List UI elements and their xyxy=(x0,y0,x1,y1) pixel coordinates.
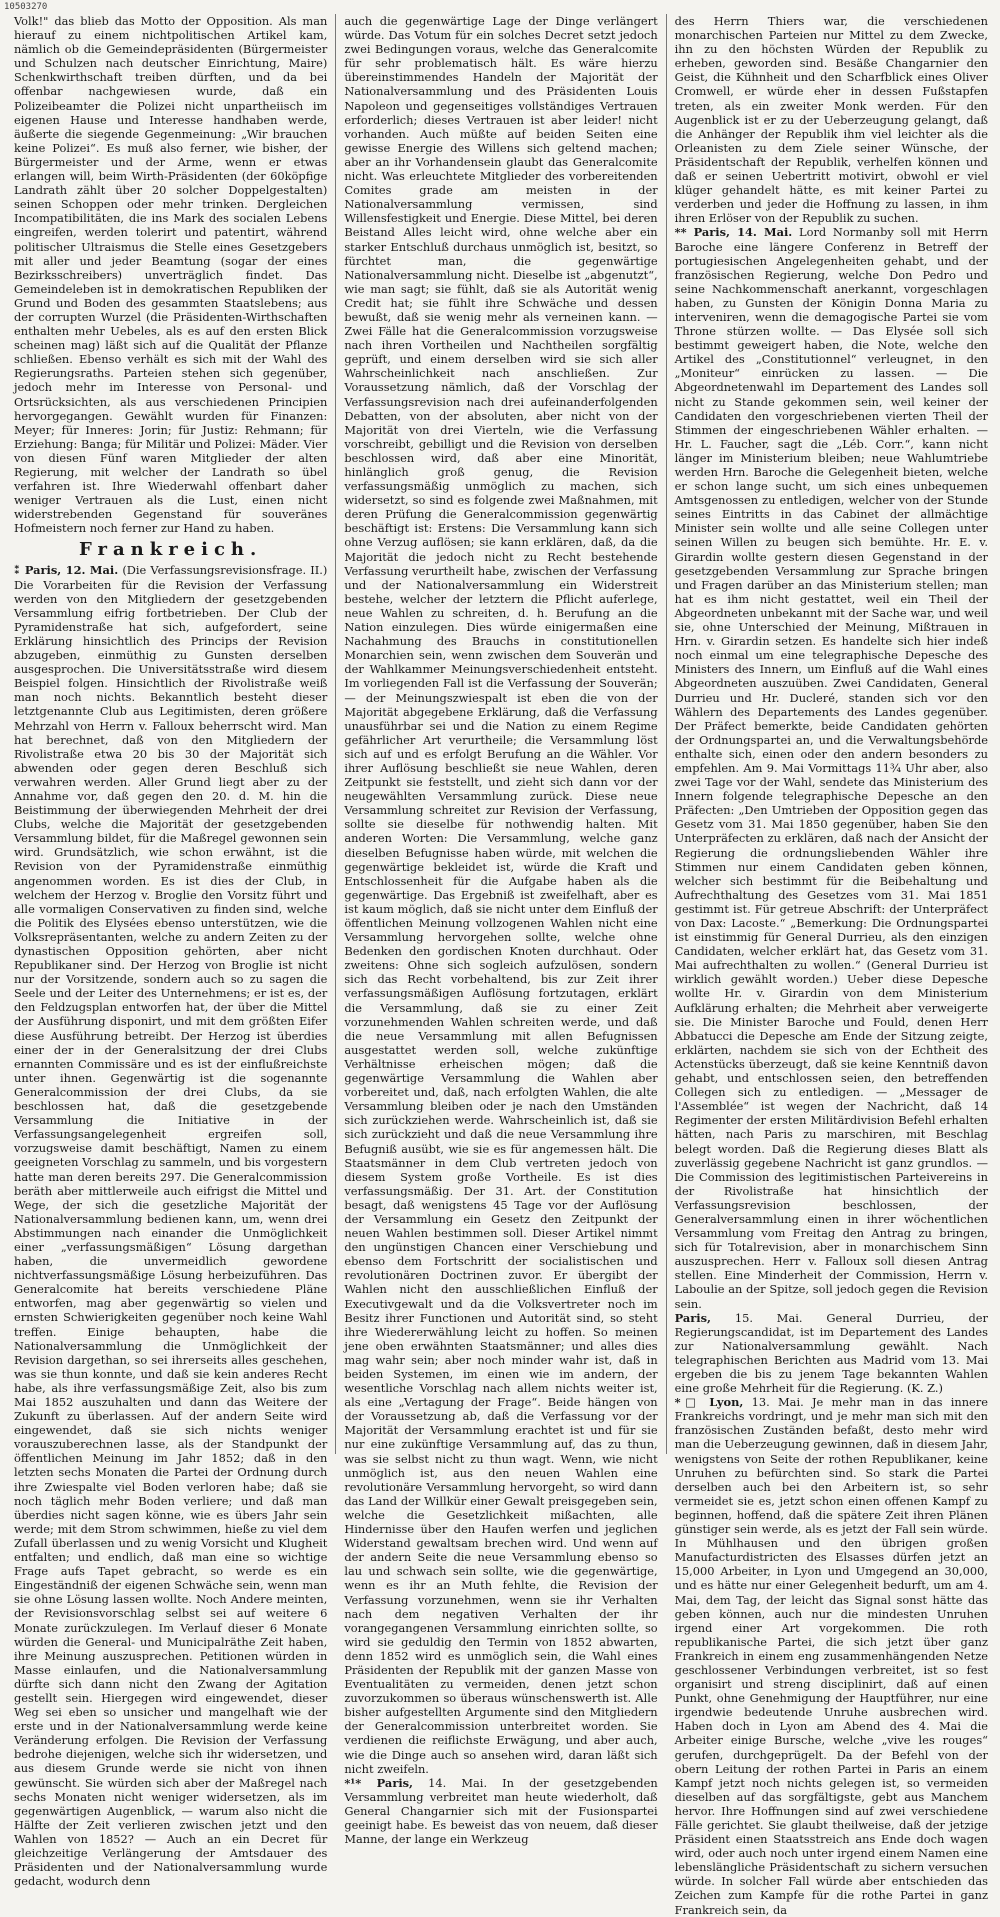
column-2 xyxy=(335,14,665,1847)
dateline: ⁑ Paris, 12. Mai. xyxy=(14,563,119,578)
column-1 xyxy=(6,14,335,1889)
article-paragraph xyxy=(14,14,327,535)
paragraph-text: (Die Verfassungsrevisionsfrage. II.) Die Vorarbeiten für die Revision der Verfassung werden von den Mitgliedern der gesetzgebenden Versammlung eifrig fortbetrieben. Der Club der Pyramidenstraße hat sich, aufgefordert, seine Erklärung hinsichtlich des Princips der Revision abzugeben, einmüthig zu Gunsten derselben ausgesprochen. Die Universitätsstraße wird diesem Beispiel folgen. Hinsichtlich der Rivolistraße weiß man noch nichts. Bekanntlich besteht dieser letztgenannte Club aus Legitimisten, deren größere Mehrzahl von Herrn v. Falloux beherrscht wird. Man hat berechnet, daß von den Mitgliedern der Rivolistraße etwa 20 bis 30 der Majorität sich abwenden oder gegen deren Beschluß sich verwahren werden. Aller Grund liegt aber zu der Annahme vor, daß gegen den 20. d. M. hin die Beistimmung der überwiegenden Mehrheit der drei Clubs, welche die Majorität der gesetzgebenden Versammlung bildet, für die Maßregel gewonnen sein wird. Grundsätzlich, wie schon erwähnt, ist die Revision von der Pyramidenstraße einmüthig angenommen worden. Es ist dies der Club, in welchem der Herzog v. Broglie den Vorsitz führt und alle vormaligen Conservativen zu finden sind, welche die Politik des Elysées ebenso unterstützen, wie die Volksrepräsentanten, welche zu andern Zeiten zu der dynastischen Opposition gehörten, aber nicht Republikaner sind. Der Herzog von Broglie ist nicht nur der Vorsitzende, sondern auch so zu sagen die Seele und der Leiter des Unternehmens; er ist es, der den Feldzugsplan entworfen hat, der über die Mittel der Ausführung disponirt, und mit dem größten Eifer diese Ausführung betreibt. Der Herzog ist überdies einer der in der Generalsitzung der drei Clubs ernannten Commissäre und es ist der einflußreichste unter ihnen. Gegenwärtig ist die sogenannte Generalcommission der drei Clubs, da sie beschlossen hat, daß die gesetzgebende Versammlung die Initiative in der Verfassungsangelegenheit ergreifen soll, vorzugsweise damit beschäftigt, Namen zu einem geeigneten Vorschlag zu sammeln, und bis vorgestern hatte man deren bereits 297. Die Generalcommission beräth aber mittlerweile auch eifrigst die Mittel und Wege, der sich die gesetzliche Majorität der Nationalversammlung bedienen kann, um, wenn drei Abstimmungen nach einander die Unmöglichkeit einer „verfassungsmäßigen“ Lösung dargethan haben, die unvermeidlich gewordene nichtverfassungsmäßige Lösung herbeizuführen. Das Generalcomite hat bereits verschiedene Pläne entworfen, mag aber gegenwärtig so vielen und ernsten Schwierigkeiten gegenüber noch keine Wahl treffen. Einige behaupten, habe die Nationalversammlung die Unmöglichkeit der Revision dargethan, so sei ihrerseits alles geschehen, was sie thun konnte, und daß sie kein anderes Recht habe, als ihre verfassungsmäßige Zeit, also bis zum Mai 1852 auszuhalten und dann das Weitere der Zukunft zu überlassen. Auf der andern Seite wird eingewendet, daß sie sich nichts weniger vorauszuberechnen lasse, als der Standpunkt der öffentlichen Meinung im Jahr 1852; daß in den letzten sechs Monaten die Partei der Ordnung durch ihre Zwiespalte viel Boden verloren habe; daß sie noch täglich mehr Boden verliere; und daß man überdies nicht sagen könne, wie es übers Jahr sein werde; mit dem Strom schwimmen, hieße zu viel dem Zufall überlassen und zu wenig Vorsicht und Klugheit entfalten; und endlich, daß man eine so wichtige Frage aufs Tapet gebracht, so werde es ein Eingeständniß der eigenen Schwäche sein, wenn man sie ohne Lösung lassen wollte. Noch Andere meinten, der Revisionsvorschlag selbst sei auf weitere 6 Monate zurückzulegen. Im Verlauf dieser 6 Monate würden die General- und Municipalräthe Zeit haben, ihre Meinung auszusprechen. Petitionen würden in Masse einlaufen, und die Nationalversammlung dürfte sich dann nicht den Zwang der Agitation gestellt sein. Hiergegen wird eingewendet, dieser Weg sei eben so unsicher und mangelhaft wie der erste und in der Nationalversammlung werde keine Veränderung erfolgen. Die Revision der Verfassung bedrohe diejenigen, welche sich ihr widersetzen, und aus diesem Grunde werde sie nicht von ihnen gewünscht. Sie würden sich aber der Maßregel nach sechs Monaten nicht weniger widersetzen, als im gegenwärtigen Augenblick, — warum also nicht die Hälfte der Zeit verlieren zwischen jetzt und den Wahlen von 1852? — Auch an ein Decret für gleichzeitige Verlängerung der Amtsdauer des Präsidenten und der Nationalversammlung wurde gedacht, wodurch denn xyxy=(14,563,328,1889)
paragraph-text: Volk!" das blieb das Motto der Opposition. Als man hierauf zu einem nichtpolitischen Artikel kam, nämlich ob die Gemeindepräsidenten (Bürgermeister und Schulzen nach deutscher Einrichtung, Maire) Schenkwirthschaft treiben dürften, und da bei offenbar nachgewiesen wurde, daß ein Polizeibeamter die Polizei nicht unpartheiisch im eigenen Hause und Interesse handhaben werde, äußerte die siegende Gegenmeinung: „Wir brauchen keine Polizei“. Es muß also ferner, wie bisher, der Bürgermeister und der Arme, wenn er etwas erlangen will, beim Wirth-Präsidenten (der 60köpfige Landrath zählt über 20 solcher Doppelgestalten) seinen Schoppen oder mehr trinken. Dergleichen Incompatibilitäten, die ins Mark des socialen Lebens eingreifen, werden tolerirt und patentirt, während politischer Ultraismus die Stelle eines Gesetzgebers mit aller und jeder Beamtung (sogar der eines Bezirksschreibers) unverträglich findet. Das Gemeindeleben ist in demokratischen Republiken der Grund und Boden des gesammten Staatslebens; aus der corrupten Wurzel (die Präsidenten-Wirthschaften enthalten mehr Uebeles, als es auf den ersten Blick scheinen mag) läßt sich auf die Qualität der Pflanze schließen. Ebenso verhält es sich mit der Wahl des Regierungsraths. Parteien stehen sich gegenüber, jedoch mehr im Interesse von Personal- und Ortsrücksichten, als aus verschiedenen Principien hervorgegangen. Gewählt wurden für Finanzen: Meyer; für Inneres: Jorin; für Justiz: Rehmann; für Erziehung: Banga; für Militär und Polizei: Mäder. Vier von diesen Fünf waren Mitglieder der alten Regierung, mit welcher der Landrath so übel verfahren ist. Ihre Wiederwahl offenbart daher weniger Vertrauen als die Lust, einen nicht widerstrebenden Gegenstand für souveränes Hofmeistern noch ferner zur Hand zu haben. xyxy=(14,14,328,536)
article-paragraph xyxy=(675,1395,988,1916)
dateline: *□ Lyon, xyxy=(674,1395,744,1410)
paragraph-text: 13. Mai. Je mehr man in das innere Frankreichs vordringt, und je mehr man sich mit den französischen Zuständen befaßt, desto mehr wird man die Ueberzeugung gewinnen, daß in diesem Jahr, wenigstens von Seite der rothen Republikaner, keine Unruhen zu befürchten sind. So stark die Partei derselben auch bei den Arbeitern ist, so sehr vermeidet sie es, jetzt schon einen offenen Kampf zu beginnen, hoffend, daß die spätere Zeit ihren Plänen günstiger sein werde, als es jetzt der Fall sein würde. In Mühlhausen und den übrigen großen Manufacturdistricten des Elsasses dürfen jetzt an 15,000 Arbeiter, in Lyon und Umgegend an 30,000, und es hätte nur einer Gelegenheit bedurft, um am 4. Mai, dem Tag, der leicht das Signal sonst hätte das geben können, auch nur die mindesten Unruhen irgend einer Art vorgekommen. Die roth republikanische Partei, die sich jetzt über ganz Frankreich in einem eng zusammenhängenden Netze geschlossener Verbindungen verbreitet, ist so fest organisirt und streng disciplinirt, daß auf einen Punkt, ohne Genehmigung der Hauptführer, nur eine irgendwie bedeutende Unruhe ausbrechen wird. Haben doch in Lyon am Abend des 4. Mai die Arbeiter einige Bursche, welche „vive les rouges“ gerufen, durchgeprügelt. Da der Befehl von der obern Leitung der rothen Partei in Paris an einem Kampf jetzt noch nichts gelegen ist, so vermeiden dieselben auf das sorgfältigste, gebt aus Manchem hervor. Ihre Hoffnungen sind auf zwei verschiedene Fälle gerichtet. Sie glaubt theilweise, daß der jetzige Präsident einen Staatsstreich ans Ende doch wagen wird, oder auch noch unter irgend einem Namen eine lebenslängliche Präsidentschaft zu sichern versuchen würde. In solcher Fall würde aber entschieden das Zeichen zum Kampfe für die rothe Partei in ganz Frankreich sein, da xyxy=(674,1395,988,1917)
article-paragraph xyxy=(344,1776,657,1846)
paragraph-text: Lord Normanby soll mit Herrn Baroche eine längere Conferenz in Betreff der portugiesischen Angelegenheiten gehabt, und der französischen Regierung, welche Don Pedro und seine Nachkommenschaft anerkannt, vorgeschlagen haben, zu Gunsten der Königin Donna Maria zu interveniren, wenn die demagogische Partei sie vom Throne stürzen wollte. — Das Elysée soll sich bestimmt geweigert haben, die Note, welche den Artikel des „Constitutionnel“ verleugnet, in den „Moniteur“ einrücken zu lassen. — Die Abgeordnetenwahl im Departement des Landes soll nicht zu Stande gekommen sein, weil keiner der Candidaten den vorgeschriebenen vierten Theil der Stimmen der eingeschriebenen Wähler erhalten. — Hr. L. Faucher, sagt die „Léb. Corr.“, kann nicht länger im Ministerium bleiben; neue Wahlumtriebe werden Hrn. Baroche die Gelegenheit bieten, welche er schon lange sucht, um sich eines unbequemen Amtsgenossen zu entledigen, welcher von der Stunde seines Eintritts in das Cabinet der allmächtige Minister sein wollte und alle seine Collegen unter seinen Willen zu beugen sich bemühte. Hr. E. v. Girardin wollte gestern diesen Gegenstand in der gesetzgebenden Versammlung zur Sprache bringen und Fragen darüber an das Ministerium stellen; man hat es ihm nicht gestattet, weil ein Theil der Abgeordneten unbekannt mit der Sache war, und weil sie, ohne Unterschied der Meinung, Mißtrauen in Hrn. v. Girardin setzen. Es handelte sich hier indeß noch einmal um eine telegraphische Depesche des Ministers des Innern, um Einfluß auf die Wahl eines Abgeordneten auszuüben. Zwei Candidaten, General Durrieu und Hr. Ducleré, standen sich vor den Wählern des Departements des Landes gegenüber. Der Präfect bemerkte, beide Candidaten gehörten der Ordnungspartei an, und die Verwaltungsbehörde enthalte sich, einen oder den andern besonders zu empfehlen. Am 9. Mai Vormittags 11¾ Uhr aber, also zwei Tage vor der Wahl, sendete das Ministerium des Innern folgende telegraphische Depesche an den Präfecten: „Den Umtrieben der Opposition gegen das Gesetz vom 31. Mai 1850 gegenüber, haben Sie den Unterpräfecten zu erklären, daß nach der Ansicht der Regierung die ordnungsliebenden Wähler ihre Stimmen nur einem Candidaten geben können, welcher sich bestimmt für die Beibehaltung und Aufrechthaltung des Gesetzes vom 31. Mai 1851 gestimmt ist. Für getreue Abschrift: der Unterpräfect von Dax: Lacoste.“ „Bemerkung: Die Ordnungspartei ist einstimmig für General Durrieu, als den einzigen Candidaten, welcher erklärt hat, das Gesetz vom 31. Mai aufrechthalten zu wollen.“ (General Durrieu ist wirklich gewählt worden.) Ueber diese Depesche wollte Hr. v. Girardin von dem Ministerium Aufklärung erhalten; die Mehrheit aber verweigerte sie. Die Minister Baroche und Fould, denen Herr Abbatucci die Depesche am Ende der Sitzung zeigte, erklärten, nachdem sie sich von der Echtheit des Actenstücks überzeugt, daß sie keine Kenntniß davon gehabt, und entschlossen seien, den betreffenden Collegen sich zu entledigen. — „Messager de l'Assemblée“ ist wegen der Nachricht, daß 14 Regimenter der ersten Militärdivision Befehl erhalten hätten, nach Paris zu marschiren, mit Beschlag belegt worden. Daß die Regierung dieses Blatt als zuverlässig gegebene Nachricht ist ganz grundlos. — Die Commission des legitimistischen Parteivereins in der Rivolistraße hat hinsichtlich der Verfassungsrevision beschlossen, der Generalversammlung einen in ihrer wöchentlichen Versammlung vom Freitag den Antrag zu bringen, sich für Totalrevision, aber in monarchischem Sinn auszusprechen. Herr v. Falloux soll diesen Antrag stellen. Eine Minderheit der Commission, Herrn v. Laboulie an der Spitze, soll jedoch gegen die Revision sein. xyxy=(674,225,988,1311)
paragraph-text: 15. Mai. General Durrieu, der Regierungscandidat, ist im Departement des Landes zur Nationalversammlung gewählt. Nach telegraphischen Berichten aus Madrid vom 13. Mai ergeben die bis zu jenem Tage bekannten Wahlen eine große Mehrheit für die Regierung. (K. Z.) xyxy=(674,1310,988,1396)
article-paragraph xyxy=(675,14,988,225)
paragraph-text: 14. Mai. In der gesetzgebenden Versammlung verbreitet man heute wiederholt, daß General Changarnier sich mit der Fusionspartei geeinigt habe. Es beweist das von neuem, daß dieser Manne, der lange ein Werkzeug xyxy=(344,1775,658,1847)
article-paragraph xyxy=(675,1311,988,1396)
page-id: 10503270 xyxy=(4,2,48,12)
section-title: Frankreich. xyxy=(79,539,263,561)
article-paragraph xyxy=(14,563,327,1888)
article-paragraph xyxy=(675,225,988,1310)
column-3 xyxy=(666,14,996,1917)
dateline: ** Paris, 14. Mai. xyxy=(674,225,793,240)
columns xyxy=(6,14,996,1917)
article-paragraph xyxy=(344,14,657,1776)
paragraph-text: auch die gegenwärtige Lage der Dinge verlängert würde. Das Votum für ein solches Decret setzt jedoch zwei Bedingungen voraus, welche das Generalcomite für sehr problematisch hält. Es wäre hierzu übereinstimmendes Handeln der Majorität der Nationalversammlung und des Präsidenten Louis Napoleon und gegenseitiges vollständiges Vertrauen erforderlich; dieses Vertrauen ist aber leider! nicht vorhanden. Auch müßte auf beiden Seiten eine gewisse Energie des Willens sich geltend machen; aber an ihr Vorhandensein glaubt das Generalcomite nicht. Was erleuchtete Mitglieder des vorbereitenden Comites grade am meisten in der Nationalversammlung vermissen, sind Willensfestigkeit und Energie. Diese Mittel, bei deren Beistand Alles leicht wird, ohne welche aber ein starker Entschluß durchaus unmöglich ist, besitzt, so fürchtet man, die gegenwärtige Nationalversammlung nicht. Dieselbe ist „abgenutzt“, wie man sagt; sie fühlt, daß sie als Autorität wenig Credit hat; sie fühlt ihre Schwäche und dessen bewußt, daß sie wenig mehr als verneinen kann. — Zwei Fälle hat die Generalcommission vorzugsweise nach ihren Vortheilen und Nachtheilen sorgfältig geprüft, und einem derselben wird sie sich aller Wahrscheinlichkeit nach anschließen. Zur Voraussetzung nämlich, daß der Vorschlag der Verfassungsrevision nach drei aufeinanderfolgenden Debatten, von der absoluten, aber nicht von der Majorität von drei Vierteln, wie die Verfassung vorschreibt, gebilligt und die Revision von derselben beschlossen wird, daß aber eine Minorität, hinlänglich groß genug, die Revision verfassungsmäßig unmöglich zu machen, sich widersetzt, so sind es folgende zwei Maßnahmen, mit deren Prüfung die Generalcommission gegenwärtig beschäftigt ist: Erstens: Die Versammlung kann sich ohne Verzug auflösen; sie kann erklären, daß, da die Majorität die jedoch nicht zu Recht bestehende Verfassung verurtheilt habe, zwischen der Verfassung und der Nationalversammlung ein Widerstreit bestehe, welcher der letztern die Pflicht auferlege, neue Wahlen zu schreiten, d. h. Berufung an die Nation einzulegen. Dies würde einigermaßen eine Nachahmung des Brauchs in constitutionellen Monarchien sein, wenn zwischen dem Souverän und der Wahlkammer Meinungsverschiedenheit entsteht. Im vorliegenden Fall ist die Verfassung der Souverän; — der Meinungszwiespalt ist eben die von der Majorität abgegebene Erklärung, daß die Verfassung unausführbar sei und die Nation zu einem Regime gefährlicher Art verurtheile; die Versammlung löst sich auf und es erfolgt Berufung an die Wähler. Vor ihrer Auflösung beschließt sie neue Wahlen, deren Zeitpunkt sie feststellt, und zieht sich dann vor der neugewählten Versammlung zurück. Diese neue Versammlung schreitet zur Revision der Verfassung, sollte sie dieselbe für nothwendig halten. Mit anderen Worten: Die Versammlung, welche ganz dieselben Befugnisse haben würde, mit welchen die gegenwärtige bekleidet ist, würde die Kraft und Entschlossenheit für die Aufgabe haben als die gegenwärtige. Das Ergebniß ist zweifelhaft, aber es ist kaum möglich, daß sie nicht unter dem Einfluß der öffentlichen Meinung vollzogenen Wahlen nicht eine Versammlung hervorgehen sollte, welche ohne Bedenken den gordischen Knoten durchhaut. Oder zweitens: Ohne sich sogleich aufzulösen, sondern sich das Recht vorbehaltend, bis zur Zeit ihrer verfassungsmäßigen Auflösung fortzutagen, erklärt die Versammlung, daß sie zu einer Zeit vorzunehmenden Wahlen schreiten werde, und daß die neue Versammlung mit allen Befugnissen ausgestattet werden soll, welche zukünftige Verhältnisse erheischen mögen; daß die gegenwärtige Versammlung die Wahlen aber vorbereitet und, daß, nach erfolgten Wahlen, die alte Versammlung bleiben oder je nach den Umständen sich zurückziehen werde. Wahrscheinlich ist, daß sie sich zurückzieht und daß die neue Versammlung ihre Befugniß ausübt, wie sie es für angemessen hält. Die Staatsmänner in dem Club vertreten jedoch von diesem System große Vortheile. Es ist dies verfassungsmäßig. Der 31. Art. der Constitution besagt, daß wenigstens 45 Tage vor der Auflösung der Versammlung ein Gesetz den Zeitpunkt der neuen Wahlen bestimmen soll. Dieser Artikel nimmt den ungünstigen Chancen einer Verschiebung und ebenso dem Fortschritt der socialistischen und revolutionären Doctrinen zuvor. Er übergibt der Wahlen nicht den ausschließlichen Einfluß der Executivgewalt und da die Volksvertreter noch im Besitz ihrer Functionen und Autorität sind, so steht ihre Wiedererwählung leicht zu hoffen. So meinen jene oben erwähnten Staatsmänner; und alles dies mag wahr sein; aber noch minder wahr ist, daß in beiden Systemen, im einen wie im andern, der wesentliche Vorschlag nach allem nichts weiter ist, als eine „Vertagung der Frage“. Beide hängen von der Voraussetzung ab, daß die Verfassung vor der Majorität der Versammlung erachtet ist und für sie nur eine zukünftige Versammlung auf, das zu thun, was sie selbst nicht zu thun wagt. Wenn, wie nicht unmöglich ist, aus den neuen Wahlen eine revolutionäre Versammlung hervorgeht, so wird dann das Land der Willkür einer Gewalt preisgegeben sein, welche die Gesetzlichkeit mißachten, alle Hindernisse über den Haufen werfen und jeglichen Widerstand gewaltsam brechen wird. Und wenn auf der andern Seite die neue Versammlung ebenso so lau und schwach sein sollte, wie die gegenwärtige, wenn es ihr an Muth fehlte, die Revision der Verfassung vorzunehmen, wenn sie ihr Verhalten nach dem negativen Verhalten der ihr vorangegangenen Versammlung einrichten sollte, so wird sie geduldig den Termin von 1852 abwarten, denn 1852 wird es unmöglich sein, die Wahl eines Präsidenten der Republik mit der ganzen Masse von Eventualitäten zu vermeiden, denen jetzt schon zuvorzukommen so überaus wünschenswerth ist. Alle bisher aufgestellten Argumente sind den Mitgliedern der Generalcommission unterbreitet worden. Sie verdienen die reiflichste Erwägung, und aber auch, wie die Dinge auch so ansehen wird, daran läßt sich nicht zweifeln. xyxy=(344,14,658,1776)
paragraph-text: des Herrn Thiers war, die verschiedenen monarchischen Parteien nur Mittel zu dem Zwecke, ihn zu den höchsten Würden der Republik zu erheben, geworden sind. Besäße Changarnier den Geist, die Kühnheit und den Scharfblick eines Oliver Cromwell, er würde eher in dessen Fußstapfen treten, als ein zweiter Monk werden. Für den Augenblick ist er zu der Ueberzeugung gelangt, daß die Anhänger der Republik ihm viel leichter als die Orleanisten zu dem Ziele seiner Wünsche, der Präsidentschaft der Republik, verhelfen können und daß er seinen Uebertritt motivirt, obwohl er viel klüger gehandelt hätte, es mit keiner Partei zu verderben und jeder die Hoffnung zu lassen, in ihm ihren Erlöser von der Republik zu suchen. xyxy=(674,14,988,226)
dateline: *¹* Paris, xyxy=(344,1775,414,1790)
dateline: Paris, xyxy=(674,1310,712,1325)
